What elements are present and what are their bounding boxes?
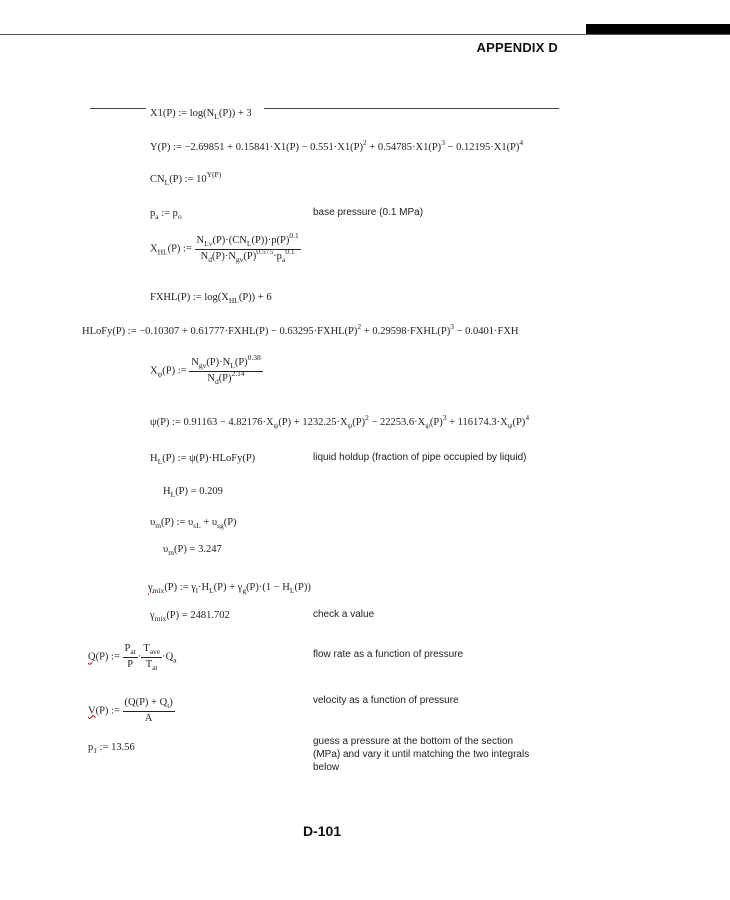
fraction-xhl: $\frac{N_{Lv}(P)\cdot(CN_L(P))\cdot p(P)^{0.1}}{N_d(P)\cdot N_{gv}(P)^{0.575}\cdot p_a^{0.1}}$ [196, 231, 299, 264]
page-number: D-101 [303, 823, 342, 839]
vm-value: 3.247 [198, 544, 222, 555]
eq-vm-result: $\upsilon_m(P) = 3.247$ [163, 544, 222, 557]
eq-psi: ψ(P) := $0.91163 - 4.82176\cdot X_\psi(P) + 1232.25\cdot X_\psi(P)^2 - 22253.6\cdot X_\psi(P)^3 + 116174.3\cdot X_\psi(P)^4$ [150, 413, 530, 430]
eq-hl-def: $H_L(P)$ := ψ(P)·HLoFy(P) [150, 453, 256, 466]
fraction-xpsi: $\frac{N_{gv}(P)\cdot N_L(P)^{0.38}}{N_d(P)^{2.14}}$ [191, 353, 261, 386]
p1-value: 13.56 [111, 742, 135, 753]
eq-vm-def: $\upsilon_m(P)$ := $\upsilon_{sL} + \upsilon_{sg}(P)$ [150, 517, 237, 530]
eq-gamma-mix-def: $\gamma_{mix}(P)$ := $\gamma_l\cdot H_L(P) + \gamma_g(P)\cdot(1 - H_L(P))$ [148, 582, 311, 595]
note-guess-line-3: below [313, 762, 340, 773]
region-rule-left [90, 108, 146, 109]
hl-value: 0.209 [199, 486, 223, 497]
note-guess-pressure [313, 735, 529, 774]
note-velocity: velocity as a function of pressure [313, 695, 459, 706]
eq-y: Y(P) := $-2.69851 + 0.15841\cdot X1(P) - 0.551\cdot X1(P)^2 + 0.54785\cdot X1(P)^3 - 0.12195\cdot X1(P)^4$ [150, 138, 524, 153]
eq-fxhl: FXHL(P) := $\log(X_{HL}(P)) + 6$ [150, 292, 272, 305]
eq-q: Q(P) := $\frac{P_{at}}{P}$ · $\frac{T_{ave}}{T_{at}}$ $\cdot Q_a$ [88, 643, 177, 672]
header-rule [0, 34, 730, 35]
eq-p1: $p_1$ := 13.56 [88, 742, 135, 755]
fraction-tave-tat: $\frac{T_{ave}}{T_{at}}$ [143, 643, 161, 672]
eq-x1: X1(P) := $\log(N_L(P)) + 3$ [150, 108, 252, 121]
note-guess-line-1: guess a pressure at the bottom of the section [313, 736, 514, 747]
fraction-pat-p: $\frac{P_{at}}{P}$ [124, 643, 136, 670]
eq-gamma-mix-result: $\gamma_{mix}(P) = 2481.702$ [150, 610, 230, 623]
note-check-value: check a value [313, 609, 375, 620]
region-rule-right [264, 108, 559, 109]
eq-cnl: $CN_L(P)$ := $10^{Y(P)}$ [150, 170, 222, 187]
eq-xhl: $X_{HL}(P)$ := $\frac{N_{Lv}(P)\cdot(CN_L(P))\cdot p(P)^{0.1}}{N_d(P)\cdot N_{gv}(P)^{0.575}\cdot p_a^{0.1}}$ [150, 231, 299, 264]
note-guess-line-2: (MPa) and vary it until matching the two integrals [313, 749, 530, 760]
eq-v: V(P) := $\frac{(Q(P) + Q_t)}{A}$ [88, 697, 173, 724]
note-liquid-holdup: liquid holdup (fraction of pipe occupied by liquid) [313, 452, 527, 463]
eq-pa: $p_a$ := $p_o$ [150, 208, 182, 221]
fraction-velocity: $\frac{(Q(P) + Q_t)}{A}$ [124, 697, 173, 724]
appendix-title: APPENDIX D [476, 40, 558, 55]
header-black-bar [586, 24, 730, 34]
eq-hl-result: $H_L(P) = 0.209$ [163, 486, 223, 499]
eq-hlofy: HLoFy(P) := −0.10307 + 0.61777·FXHL(P) − $0.63295\cdot FXHL(P)^2$ + $0.29598\cdot FXHL(P)^3 - 0.0401\cdot FXH$ [82, 322, 519, 337]
note-flow-rate: flow rate as a function of pressure [313, 649, 464, 660]
eq-xpsi: $X_\psi(P)$ := $\frac{N_{gv}(P)\cdot N_L(P)^{0.38}}{N_d(P)^{2.14}}$ [150, 353, 261, 386]
note-base-pressure: base pressure (0.1 MPa) [313, 207, 424, 218]
gamma-mix-value: 2481.702 [190, 610, 230, 621]
